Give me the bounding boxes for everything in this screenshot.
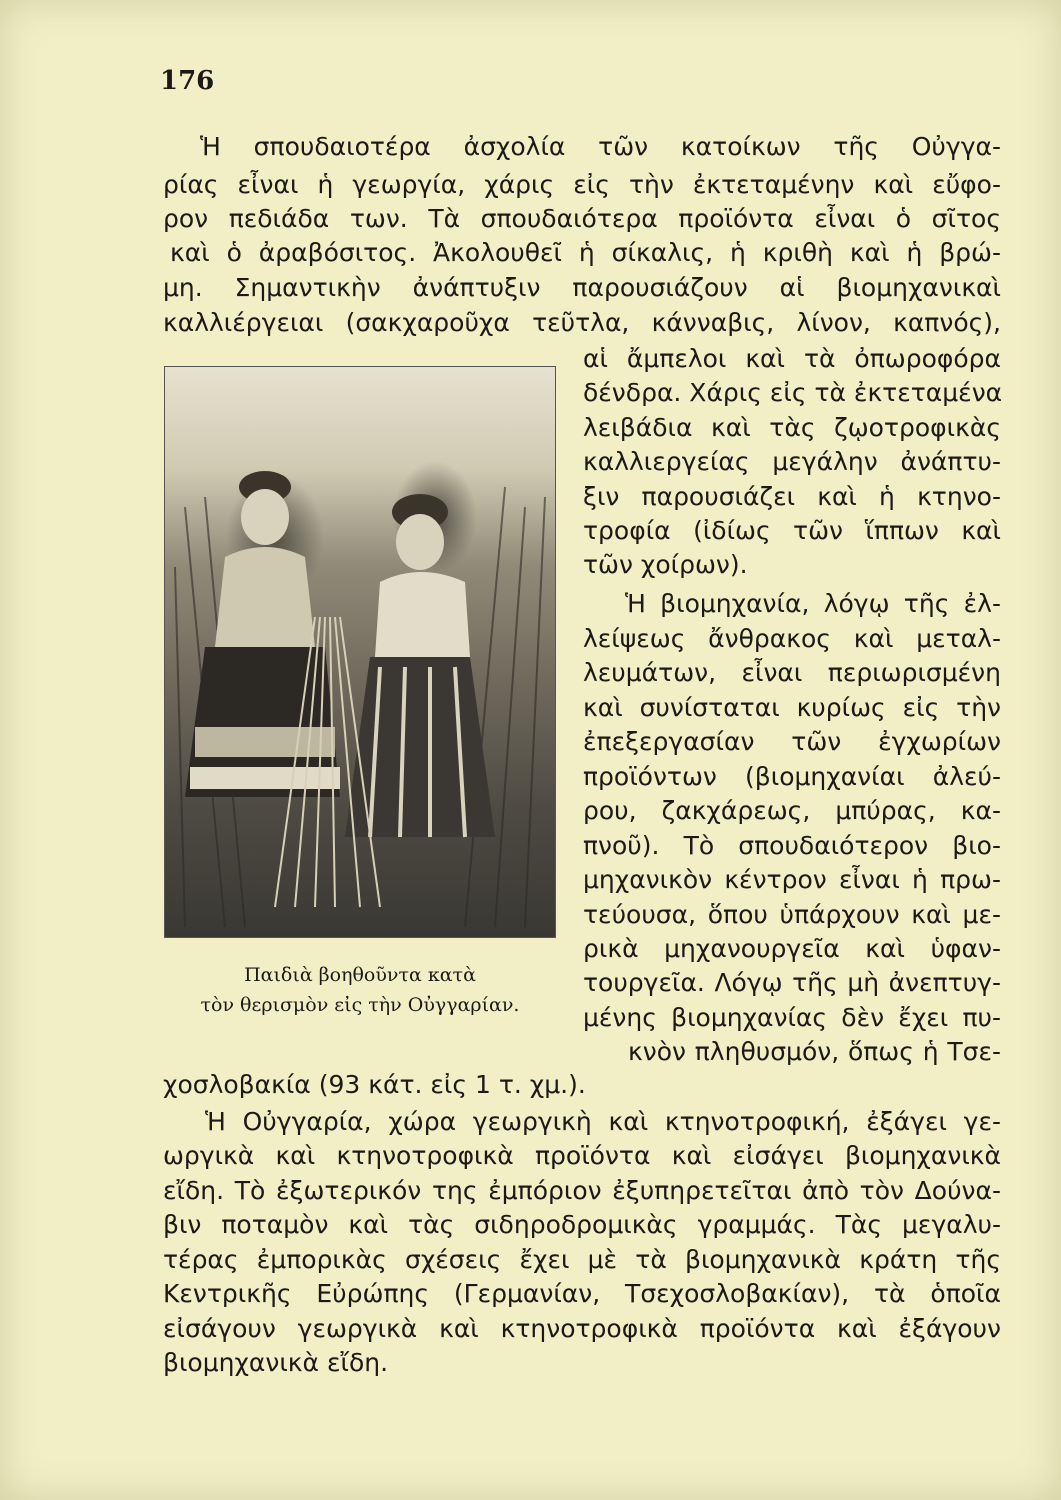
text-line: βιομηχανικὰ εἴδη. — [163, 1348, 389, 1377]
text-line: τῶν χοίρων). — [583, 550, 748, 579]
text-line: δένδρα. Χάρις εἰς τὰ ἐκτεταμένα — [583, 378, 1003, 407]
text-line: εἰσάγουν γεωργικὰ καὶ κτηνοτροφικὰ προϊόντα καὶ ἐξάγουν — [163, 1314, 1001, 1343]
photo-caption-line: Παιδιὰ βοηθοῦντα κατὰ — [244, 964, 476, 986]
text-line: πνοῦ). Τὸ σπουδαιότερον βιο- — [583, 831, 1001, 860]
text-line: καὶ ὁ ἀραβόσιτος. Ἀκολουθεῖ ἡ σίκαλις, ἡ κριθὴ καὶ ἡ βρώ- — [170, 238, 1001, 267]
text-line: τουργεῖα. Λόγῳ τῆς μὴ ἀνεπτυγ- — [583, 968, 1001, 997]
text-line: ξιν παρουσιάζει καὶ ἡ κτηνο- — [583, 482, 1001, 511]
text-line: Κεντρικῆς Εὐρώπης (Γερμανίαν, Τσεχοσλοβακίαν), τὰ ὁποῖα — [163, 1279, 1001, 1308]
text-line: ρίας εἶναι ἡ γεωργία, χάρις εἰς τὴν ἐκτεταμένην καὶ εὔφο- — [163, 170, 1001, 199]
text-line: Ἡ σπουδαιοτέρα ἀσχολία τῶν κατοίκων τῆς Οὐγγα- — [200, 132, 1001, 161]
text-line: αἱ ἄμπελοι καὶ τὰ ὀπωροφόρα — [583, 344, 1001, 373]
text-line: προϊόντων (βιομηχανίαι ἀλεύ- — [583, 762, 1001, 791]
text-line: ρου, ζακχάρεως, μπύρας, κα- — [583, 796, 1001, 825]
text-line: βιν ποταμὸν καὶ τὰς σιδηροδρομικὰς γραμμάς. Τὰς μεγαλυ- — [163, 1210, 1001, 1239]
photo-caption-line: τὸν θερισμὸν εἰς τὴν Οὐγγαρίαν. — [200, 994, 520, 1016]
harvest-photo-illustration — [165, 367, 555, 937]
text-line: λείψεως ἄνθρακος καὶ μεταλ- — [583, 624, 1001, 653]
text-line: μηχανικὸν κέντρον εἶναι ἡ πρω- — [583, 865, 1001, 894]
text-line: τεύουσα, ὅπου ὑπάρχουν καὶ με- — [583, 900, 1001, 929]
text-line: τροφία (ἰδίως τῶν ἵππων καὶ — [583, 516, 1001, 545]
page-number: 176 — [160, 66, 215, 96]
text-line: καλλιέργειαι (σακχαροῦχα τεῦτλα, κάνναβις, λίνον, καπνός), — [163, 308, 1001, 337]
text-line: λευμάτων, εἶναι περιωρισμένη — [583, 658, 1001, 687]
text-line: Ἡ Οὐγγαρία, χώρα γεωργικὴ καὶ κτηνοτροφική, ἐξάγει γε- — [205, 1107, 1001, 1136]
text-line: κνὸν πληθυσμόν, ὅπως ἡ Τσε- — [628, 1037, 1001, 1066]
text-line: καλλιεργείας μεγάλην ἀνάπτυ- — [583, 447, 1001, 476]
text-line: χοσλοβακία (93 κάτ. εἰς 1 τ. χμ.). — [163, 1070, 586, 1099]
text-line: τέρας ἐμπορικὰς σχέσεις ἔχει μὲ τὰ βιομηχανικὰ κράτη τῆς — [163, 1245, 1001, 1274]
text-line: ἐπεξεργασίαν τῶν ἐγχωρίων — [583, 727, 1001, 756]
text-line: Ἡ βιομηχανία, λόγῳ τῆς ἐλ- — [625, 589, 1001, 618]
harvest-photo — [164, 366, 556, 938]
text-line: ρικὰ μηχανουργεῖα καὶ ὑφαν- — [583, 934, 1001, 963]
text-line: ωργικὰ καὶ κτηνοτροφικὰ προϊόντα καὶ εἰσάγει βιομηχανικὰ — [163, 1141, 1001, 1170]
text-line: εἴδη. Τὸ ἐξωτερικόν της ἐμπόριον ἐξυπηρετεῖται ἀπὸ τὸν Δούνα- — [163, 1176, 1001, 1205]
text-line: ρον πεδιάδα των. Τὰ σπουδαιότερα προϊόντα εἶναι ὁ σῖτος — [163, 204, 1001, 233]
text-line: μένης βιομηχανίας δὲν ἔχει πυ- — [583, 1003, 1001, 1032]
text-line: λειβάδια καὶ τὰς ζῳοτροφικὰς — [583, 413, 1001, 442]
text-line: καὶ συνίσταται κυρίως εἰς τὴν — [583, 693, 1001, 722]
text-line: μη. Σημαντικὴν ἀνάπτυξιν παρουσιάζουν αἱ βιομηχανικαὶ — [163, 273, 1001, 302]
